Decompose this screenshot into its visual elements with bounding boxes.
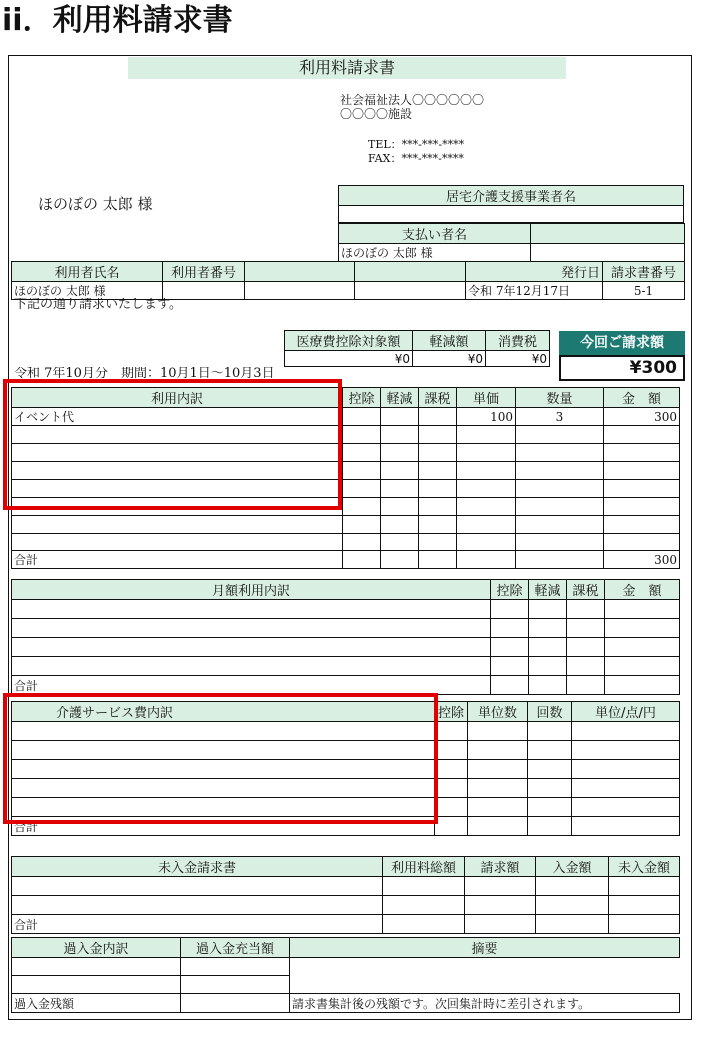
unpaid-total-label: 合計 — [12, 915, 383, 934]
info-table — [11, 261, 685, 300]
care-total-label: 合計 — [12, 817, 435, 836]
payer-value: ほのぼの 太郎 様 — [339, 244, 531, 262]
payer-box — [338, 223, 685, 262]
care-header-units: 単位数 — [468, 702, 528, 722]
highlight-usage — [3, 379, 342, 510]
invoice-note: 下記の通り請求いたします。 — [14, 298, 182, 312]
monthly-header-amount: 金 額 — [605, 580, 680, 600]
billing-badge: 今回ご請求額 — [559, 331, 685, 355]
issue-date-label: 発行日 — [466, 262, 603, 282]
usage-row-qty: 3 — [516, 408, 604, 426]
payer-header: 支払い者名 — [339, 224, 531, 244]
care-header-item: 介護サービス費内訳 — [12, 702, 435, 722]
care-header-count: 回数 — [528, 702, 572, 722]
overpay-header-applied: 過入金充当額 — [181, 938, 290, 958]
issue-date-value: 令和 7年12月17日 — [466, 282, 603, 300]
invoice-title: 利用料請求書 — [128, 57, 566, 79]
overpay-header-item: 過入金内訳 — [12, 938, 181, 958]
billing-period: 令和 7年10月分 期間：10月1日～10月3日 — [14, 367, 275, 381]
provider-header: 居宅介護支援事業者名 — [339, 186, 684, 206]
unpaid-header-total: 利用料総額 — [383, 857, 465, 877]
page-heading: ii．利用料請求書 — [2, 3, 233, 38]
reduction-value: ¥0 — [413, 351, 486, 367]
highlight-care-service — [3, 693, 438, 824]
usage-header-reduction: 軽減 — [381, 388, 419, 408]
tax-label: 消費税 — [486, 331, 550, 351]
monthly-header-item: 月額利用内訳 — [12, 580, 491, 600]
usage-header-deduction: 控除 — [343, 388, 381, 408]
billing-amount: ¥300 — [559, 355, 685, 381]
usage-header-item: 利用内訳 — [12, 388, 343, 408]
invoice-no-value: 5-1 — [603, 282, 685, 300]
usage-header-qty: 数量 — [516, 388, 604, 408]
monthly-header-reduction: 軽減 — [529, 580, 567, 600]
user-no-value — [163, 282, 245, 300]
usage-row-amount: 300 — [604, 408, 680, 426]
provider-box — [338, 185, 684, 223]
usage-header-amount: 金 額 — [604, 388, 680, 408]
monthly-header-deduction: 控除 — [491, 580, 529, 600]
medical-deduction-label: 医療費控除対象額 — [285, 331, 413, 351]
addressee: ほのぼの 太郎 様 — [38, 195, 153, 213]
unpaid-header-item: 未入金請求書 — [12, 857, 383, 877]
monthly-table — [11, 579, 680, 695]
reduction-label: 軽減額 — [413, 331, 486, 351]
user-name-value: ほのぼの 太郎 様 — [12, 282, 163, 300]
care-header-unit-rate: 単位/点/円 — [572, 702, 680, 722]
provider-value — [339, 206, 684, 223]
unpaid-header-billed: 請求額 — [465, 857, 536, 877]
invoice-no-label: 請求書番号 — [603, 262, 685, 282]
facility-name: 〇〇〇〇施設 — [340, 107, 413, 121]
usage-row-unit-price: 100 — [457, 408, 516, 426]
user-no-label: 利用者番号 — [163, 262, 245, 282]
monthly-header-taxable: 課税 — [567, 580, 605, 600]
overpay-remark: 請求書集計後の残額です。次回集計時に差引されます。 — [290, 994, 680, 1013]
usage-header-taxable: 課税 — [419, 388, 457, 408]
overpay-balance-label: 過入金残額 — [12, 994, 181, 1013]
medical-deduction-value: ¥0 — [285, 351, 413, 367]
monthly-total-label: 合計 — [12, 676, 491, 695]
overpay-header-remarks: 摘要 — [290, 938, 680, 958]
org-tel: TEL：***-***-**** — [368, 138, 465, 151]
unpaid-header-outstanding: 未入金額 — [609, 857, 680, 877]
unpaid-header-paid: 入金額 — [536, 857, 609, 877]
unpaid-table — [11, 856, 680, 934]
org-name: 社会福祉法人〇〇〇〇〇〇 — [340, 93, 485, 107]
overpay-table — [11, 937, 680, 1013]
user-name-label: 利用者氏名 — [12, 262, 163, 282]
tax-value: ¥0 — [486, 351, 550, 367]
usage-total-label: 合計 — [12, 551, 343, 569]
tax-table — [284, 330, 550, 367]
org-fax: FAX：***-***-**** — [368, 152, 464, 165]
care-header-deduction: 控除 — [435, 702, 468, 722]
usage-header-unit-price: 単価 — [457, 388, 516, 408]
usage-total-value: 300 — [604, 551, 680, 569]
usage-row-item: イベント代 — [12, 408, 343, 426]
